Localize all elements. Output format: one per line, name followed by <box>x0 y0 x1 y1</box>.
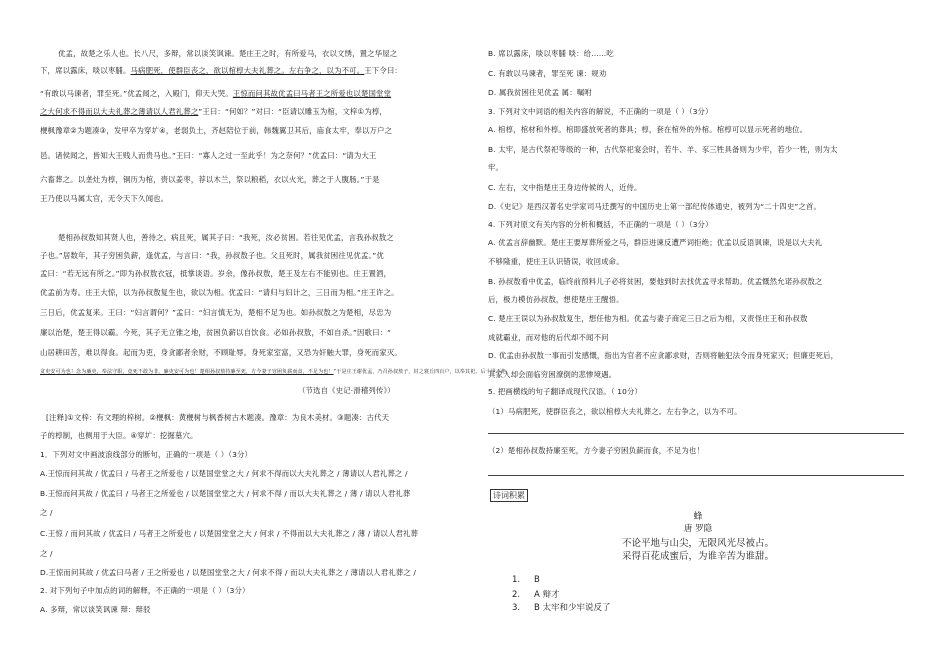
passage-line-17: 贪吏安可为也！念为廉吏，奉法守职，竟死不敢为非。廉吏安可为也！楚相孙叔敖持廉至死，方今妻子穷困负薪而食，不足为也！”于是庄王谢优孟，乃召孙叔敖子，封之寝丘四百户，以奉其祀。后十世不绝。 <box>40 369 512 375</box>
poem-line-1: 不论平地与山尖，无限风光尽被占。 <box>621 538 774 549</box>
passage-line-3: “有敢以马谏者，罪至死。”优孟闻之，入殿门，仰天大哭。王惊而问其故优孟曰马者王之所爱也以楚国堂堂 <box>40 89 392 98</box>
passage-line-13: 优孟前为寿。庄王大惊，以为孙叔敖复生也，欲以为相。优孟曰：“请归与妇计之，三日而为相。”庄王许之。 <box>40 288 399 297</box>
answer-line-2[interactable] <box>488 475 904 476</box>
question-4-option-d-line-1: D. 优孟由孙叔敖一事而引发感慨，指出为官者不应贪鄙求财，否则将触犯法令而身死家灭；但廉吏死后， <box>488 351 839 360</box>
passage-line-7: 六畜葬之。以垄灶为椁，铜历为棺，赍以姜枣，荐以木兰，祭以粮稻，衣以火光，葬之于人腹肠。”于是 <box>40 175 380 184</box>
section-heading-poetry: 诗词积累 <box>490 489 528 502</box>
passage-line-15: 廉以治楚，楚王得以霸。今死，其子无立锥之地，贫困负薪以自饮食。必如孙叔敖，不如自杀。”因歌曰：“ <box>40 328 392 337</box>
passage-line-2: 下，席以露床，啖以枣脯。马病肥死，使群臣丧之，欲以棺椁大夫礼葬之。左右争之，以为不可。王下令曰： <box>40 66 402 75</box>
question-2-option-b: B. 席以露床，啖以枣脯 啖：给……吃 <box>488 49 614 58</box>
passage-line-1: 优孟，故楚之乐人也。长八尺，多辩，常以谈笑讽谏。楚庄王之时，有所爱马，衣以文绣，置之华屋之 <box>58 49 398 58</box>
question-1-option-d: D.王惊而问其故 / 优孟曰马者 / 王之所爱也 / 以楚国堂堂之大 / 何求不得 / 而以大夫礼葬之 / 薄请以人君礼葬之 / <box>40 568 417 577</box>
underlined-sentence-1: 马病肥死，使群臣丧之，欲以棺椁大夫礼葬之。左右争之，以为不可。 <box>130 66 365 75</box>
question-4-option-d-line-2: 其家人却会面临穷困潦倒的悲惨境遇。 <box>488 370 617 379</box>
question-3-stem: 3. 下列对文中词语的相关内容的解说，不正确的一项是（ ）（3分） <box>488 107 713 116</box>
question-4-option-a-line-2: 不够隆重，使庄王认识错误，收回成命。 <box>488 257 624 266</box>
passage-line-16: 山居耕田苦，难以得食。起而为吏，身贪鄙者余财，不顾耻辱。身死家室富，又恐为奸触大罪，身死而家灭。 <box>40 348 402 357</box>
question-5-item-1: （1）马病肥死，使群臣丧之，欲以棺椁大夫礼葬之。左右争之，以为不可。 <box>488 407 742 416</box>
question-2-option-a: A. 多辩，常以谈笑讽谏 辩：辩驳 <box>40 605 151 614</box>
question-3-option-a: A. 棺椁，棺材和外椁。棺即盛放死者的葬具；椁，套在棺外的外棺。棺椁可以显示死者的地位。 <box>488 125 808 134</box>
passage-source: （节选自《史记·滑稽列传》） <box>298 386 395 395</box>
question-4-option-c-line-1: C. 楚庄王误以为孙叔敖复生，想任他为相。优孟与妻子商定三日之后为相，又责怪庄王和孙叔敖 <box>488 314 808 323</box>
passage-line-14: 三日后，优孟复来。王曰：“妇言谓何？”孟曰：“妇言慎无为，楚相不足为也。如孙叔敖之为楚相，尽忠为 <box>40 308 392 317</box>
passage-line-11: 子也。”居数年，其子穷困负薪，逢优孟，与言曰：“我，孙叔敖子也。父且死时，属我贫困往见优孟。”优 <box>40 251 384 260</box>
question-3-option-b-line-2: 牢。 <box>488 163 504 172</box>
question-2-option-c: C. 有敢以马谏者，罪至死 谏：规劝 <box>488 69 607 78</box>
question-3-option-d: D.《史记》是西汉著名史学家司马迁撰写的中国历史上第一部纪传体通史，被列为“二十四史”之首。 <box>488 202 822 211</box>
answer-3: 3. B 太牢和少牢说反了 <box>512 603 611 613</box>
question-3-option-c: C. 左右，文中指楚庄王身边侍候的人，近侍。 <box>488 183 642 192</box>
question-5-item-2: （2）楚相孙叔敖持廉至死，方今妻子穷困负薪而食，不足为也！ <box>488 446 704 455</box>
question-3-option-b-line-1: B. 太牢，是古代祭祀等级的一种，古代祭祀宴会时，若牛、羊、豕三牲具备则为少牢，若少一牲，则为太 <box>488 145 838 154</box>
poem-line-2: 采得百花成蜜后，为谁辛苦为谁甜。 <box>621 551 774 562</box>
question-5-stem: 5. 把画横线的句子翻译成现代汉语。（ 10分） <box>488 387 643 396</box>
underlined-sentence-2b: 贪吏安可为也！念为廉吏，奉法守职，竟死不敢为非。廉吏安可为也！楚相孙叔敖持廉至死，方今妻子穷困负薪而食，不足为也！ <box>40 369 334 375</box>
question-4-option-b-line-2: 后，极力模仿孙叔敖，想使楚庄王醒悟。 <box>488 295 624 304</box>
question-2-option-d: D. 属我贫困往见优孟 属：嘱咐 <box>488 88 592 97</box>
passage-line-8: 王乃使以马属太官，无令天下久闻也。 <box>40 194 169 203</box>
underlined-segment-a: 王惊而问其故优孟曰马者王之所爱也以楚国堂堂 <box>232 89 392 98</box>
answer-2: 2. A 辩才 <box>512 590 560 600</box>
note-line-2: 子的椁制，也侧用于大臣。④穿圹：挖掘墓穴。 <box>40 431 198 440</box>
passage-line-10: 楚相孙叔敖知其贤人也，善待之。病且死，属其子曰：“我死，汝必贫困。若往见优孟，言我孙叔敖之 <box>58 233 394 242</box>
note-line-1: [注释]①文梓：有文理的梓树。②楩枫：黄楩树与枫香树古木题凑。豫章：为良木美材。③题凑：古代天 <box>46 413 390 422</box>
answer-line-1[interactable] <box>488 433 904 434</box>
question-4-option-c-line-2: 成就霸业，而对他的后代却不闻不问 <box>488 333 609 342</box>
question-1-option-b-line-2: 之 / <box>40 508 53 517</box>
passage-line-4: 之大何求不得而以大夫礼葬之薄请以人君礼葬之”王曰：“何如？”对曰：“臣请以雕玉为棺，文梓①为椁， <box>40 107 387 116</box>
answer-1: 1. B <box>512 575 540 585</box>
question-1-option-b-line-1: B.王惊而问其故 / 优孟曰 / 马者王之所爱也 / 以楚国堂堂之大 / 何求不得 / 而以大夫礼葬之 / 薄 / 请以人君礼葬 <box>40 489 411 498</box>
question-1-stem: 1．下列对文中画波浪线部分的断句，正确的一项是（ ）（3分） <box>40 450 253 459</box>
passage-line-6: 邑。诸侯闻之，皆知大王贱人而贵马也。”王曰：“寡人之过一至此乎！为之奈何？”优孟曰：“请为大王 <box>40 151 377 160</box>
poem-author: 唐 罗隐 <box>683 524 713 534</box>
question-1-option-c-line-1: C.王惊 / 而问其故 / 优孟曰 / 马者王之所爱也 / 以楚国堂堂之大 / 何求 / 不得而以大夫礼葬之 / 薄 / 请以人君礼葬 <box>40 529 419 538</box>
question-4-stem: 4. 下列对原文有关内容的分析和概括，不正确的一项是（ ）（3分） <box>488 220 713 229</box>
underlined-segment-b: 之大何求不得而以大夫礼葬之薄请以人君礼葬之 <box>40 107 199 116</box>
passage-line-12: 孟曰：“若无远有所之。”即为孙叔敖衣冠，抵掌谈语。岁余，像孙叔敖，楚王及左右不能别也。庄王置酒， <box>40 269 392 278</box>
question-4-option-b-line-1: B. 孙叔敖看中优孟，临终前预料儿子必将贫困，要他到时去找优孟寻求帮助。优孟慨然允诺孙叔敖之 <box>488 277 823 286</box>
poem-title: 蜂 <box>693 512 703 522</box>
question-1-option-a: A.王惊而问其故 / 优孟曰 / 马者王之所爱也 / 以楚国堂堂之大 / 何求不得而以大夫礼葬之 / 薄请以人君礼葬之 / <box>40 469 408 478</box>
passage-line-5: 楩枫豫章②为题凑③，发甲卒为穿圹④，老弱负土，齐赵陪位于前，韩魏翼卫其后，庙食太牢，奉以万户之 <box>40 126 393 135</box>
question-1-option-c-line-2: 之 / <box>40 549 53 558</box>
question-4-option-a-line-1: A. 优孟言辞幽默。楚庄王要厚葬所爱之马，群臣进谏反遭严词拒绝；优孟以反语讽谏，说是以大夫礼 <box>488 238 823 247</box>
question-2-stem: 2. 对下列句子中加点的词的解释，不正确的一项是（ ）（3分） <box>40 586 250 595</box>
